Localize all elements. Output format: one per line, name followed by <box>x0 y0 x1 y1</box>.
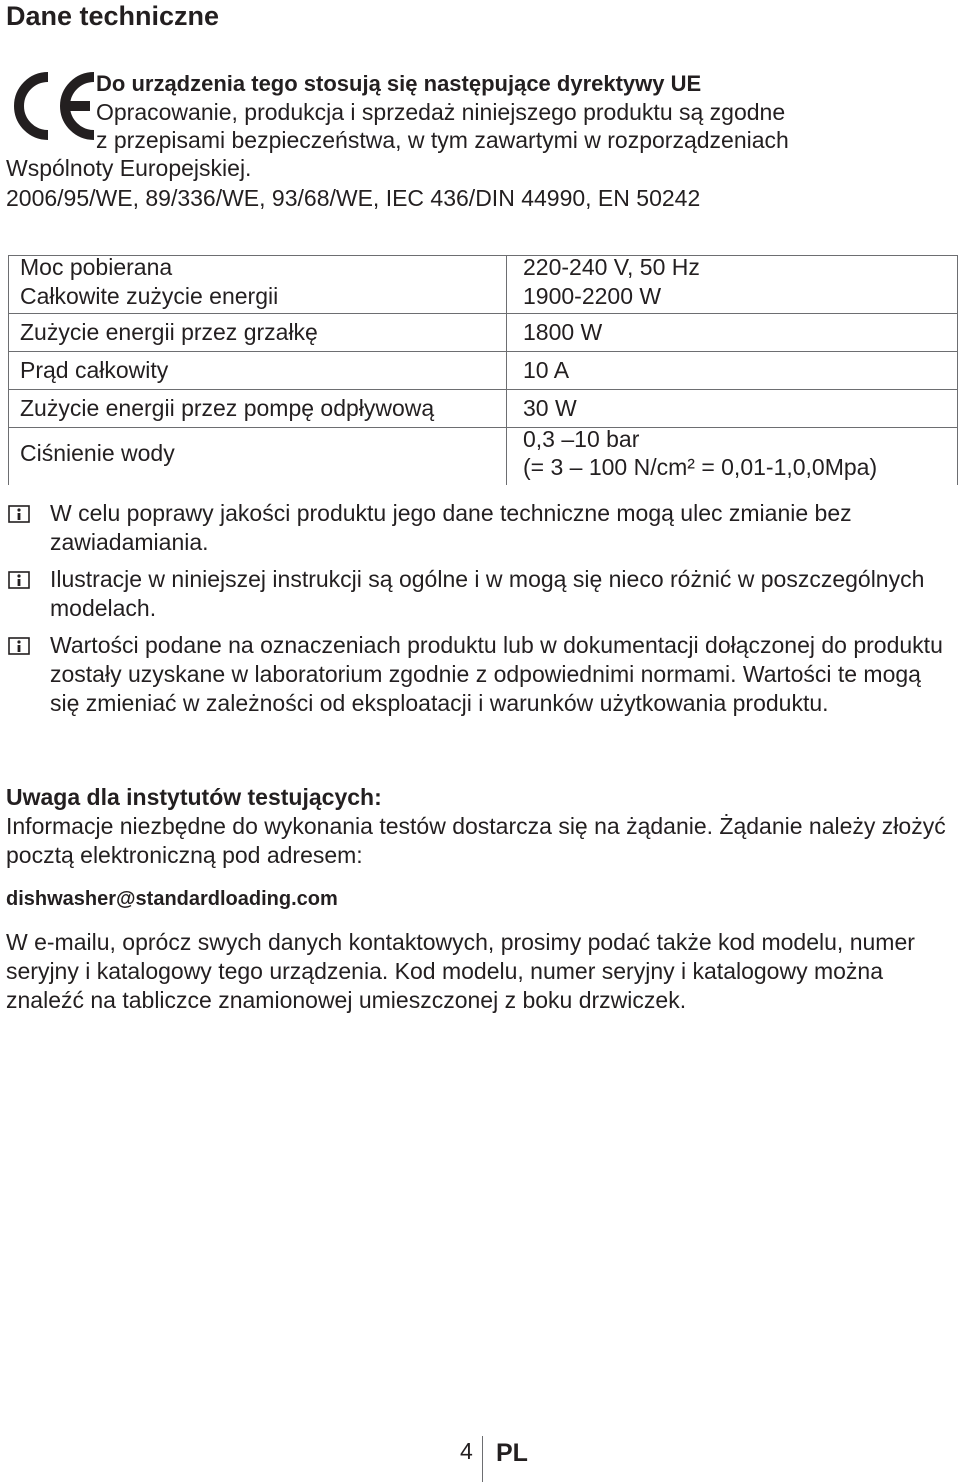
note-text: Wartości podane na oznaczeniach produktu lub w dokumentacji dołączonej do produktu zostały uzyskane w laboratorium zgodnie z odpowiednimi normami. Wartości te mogą się zmieniać w zależności od eksploatacji i warunków użytkowania produktu. <box>50 632 943 716</box>
spec-value-secondary: (= 3 – 100 N/cm² = 0,01-1,0,0Mpa) <box>523 454 878 480</box>
testing-institutes-heading: Uwaga dla instytutów testujących: <box>6 784 382 810</box>
testing-paragraph-1: Informacje niezbędne do wykonania testów dostarcza się na żądanie. Żądanie należy złożyć pocztą elektroniczną pod adresem: <box>6 813 946 868</box>
page-title: Dane techniczne <box>6 1 220 31</box>
directives-line-4: 2006/95/WE, 89/336/WE, 93/68/WE, IEC 436/DIN 44990, EN 50242 <box>6 185 701 211</box>
spec-label: Prąd całkowity <box>20 357 169 383</box>
info-icon <box>8 571 30 589</box>
directives-line-2: z przepisami bezpieczeństwa, w tym zawartymi w rozporządzeniach <box>96 127 789 153</box>
note-item <box>8 499 948 559</box>
spec-value: 10 A <box>523 357 570 383</box>
info-icon <box>8 637 30 655</box>
spec-row-power-input <box>8 255 958 283</box>
spec-value: 0,3 –10 bar <box>523 426 640 452</box>
ce-mark-logo <box>8 72 96 140</box>
table-column-divider <box>506 255 507 485</box>
directives-heading: Do urządzenia tego stosują się następujące dyrektywy UE <box>96 71 702 96</box>
page-number: 4 <box>460 1438 473 1464</box>
note-text: W celu poprawy jakości produktu jego dane techniczne mogą ulec zmianie bez zawiadamiania. <box>50 500 852 555</box>
language-code: PL <box>496 1439 528 1467</box>
spec-label: Całkowite zużycie energii <box>20 283 279 309</box>
spec-label: Moc pobierana <box>20 254 173 280</box>
note-item <box>8 631 948 751</box>
spec-label: Zużycie energii przez grzałkę <box>20 319 318 345</box>
table-right-border <box>957 255 958 485</box>
contact-email[interactable]: dishwasher@standardloading.com <box>6 888 338 910</box>
spec-row-drain-pump-power <box>8 389 958 427</box>
table-left-border <box>8 255 9 485</box>
spec-row-total-current <box>8 351 958 389</box>
info-icon <box>8 505 30 523</box>
spec-value: 1900-2200 W <box>523 283 662 309</box>
spec-row-heater-power <box>8 313 958 351</box>
testing-paragraph-2: W e-mailu, oprócz swych danych kontaktowych, prosimy podać także kod modelu, numer seryjny i katalogowy tego urządzenia. Kod modelu, numer seryjny i katalogowy można znaleźć na tabliczce znamionowej umieszczonej z boku drzwiczek. <box>6 929 915 1013</box>
spec-value: 30 W <box>523 395 577 421</box>
spec-value: 1800 W <box>523 319 603 345</box>
note-item <box>8 565 948 625</box>
note-text: Ilustracje w niniejszej instrukcji są ogólne i w mogą się nieco różnić w poszczególnych modelach. <box>50 566 925 621</box>
footer-divider <box>482 1436 483 1482</box>
directives-line-1: Opracowanie, produkcja i sprzedaż niniejszego produktu są zgodne <box>96 99 786 125</box>
directives-line-3: Wspólnoty Europejskiej. <box>6 155 252 181</box>
spec-label: Ciśnienie wody <box>20 440 175 466</box>
spec-label: Zużycie energii przez pompę odpływową <box>20 395 435 421</box>
spec-value: 220-240 V, 50 Hz <box>523 254 700 280</box>
spec-row-total-power <box>8 283 958 313</box>
spec-row-water-pressure <box>8 427 958 485</box>
technical-specs-table <box>8 255 958 485</box>
